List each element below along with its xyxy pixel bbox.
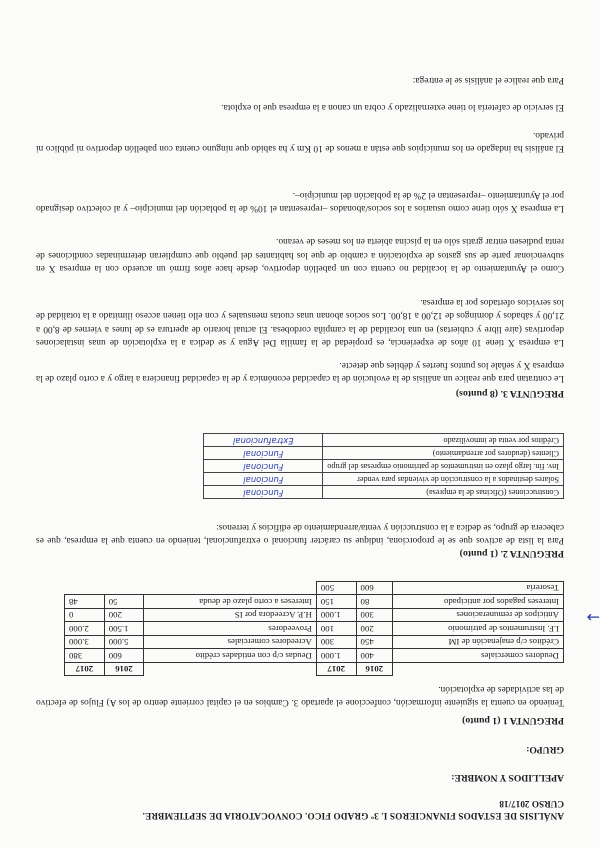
year-header: 2016 bbox=[356, 662, 393, 675]
q3-intro: Le contratan para que realice un análisis de la evolución de la capacidad económica y de la capacidad financiera a largo y a corto plazo de la empresa X y señale los puntos fuertes y débiles que detecte. bbox=[36, 359, 564, 383]
table-row: Construcciones (Oficinas de la empresa) Funcional bbox=[204, 486, 564, 499]
arrow-annotation-icon: → bbox=[586, 608, 600, 627]
exam-title: ANÁLISIS DE ESTADOS FINANCIEROS I. 3º GRADO FICO. CONVOCATORIA DE SEPTIEMBRE. bbox=[142, 811, 564, 821]
balance-table bbox=[64, 581, 564, 676]
q3-paragraph: La empresa X sólo tiene como usuarios a los socios/abonados –representan el 10% de la población del municipio– y al colectivo designado por el Ayuntamiento –representan el 2% de la población del municipio–. bbox=[36, 189, 564, 213]
table-row: Créditos por venta de inmovilizado Extrafuncional bbox=[204, 434, 564, 447]
table-row: Créditos c/p enajenación de IM 450 300 Acreedores comerciales 5.000 3.000 bbox=[65, 635, 564, 648]
q3-paragraph: Como el Ayuntamiento de la localidad no cuenta con un pabellón deportivo, desde hace años firmó un acuerdo con la empresa X en subvencionar parte de sus gastos de explotación a cambio de que los habitantes del pueblo que cumplieran determinadas condiciones de renta pudiesen entrar gratis sólo en la piscina abierta en los meses de verano. bbox=[36, 236, 564, 273]
q3-paragraph: El servicio de cafetería lo tiene externalizado y cobra un canon a la empresa que lo explota. bbox=[221, 102, 564, 112]
handwritten-answer: Funcional bbox=[204, 460, 323, 473]
q1-title: PREGUNTA 1 (1 punto) bbox=[462, 715, 564, 726]
name-label: APELLIDOS Y NOMBRE: bbox=[451, 772, 564, 783]
year-header: 2017 bbox=[65, 662, 105, 675]
year-header: 2016 bbox=[104, 662, 144, 675]
table-row: Anticipos de remuneraciones 300 1.000 H.P. Acreedora por IS 200 0 bbox=[65, 608, 564, 621]
q3-paragraph: El análisis ha indagado en los municipios que están a menos de 10 Km y ha sabido que ninguno cuenta con pabellón deportivo ni público ni privado. bbox=[36, 129, 564, 153]
q2-text: Para la lista de activos que se le proporciona, indique su carácter funcional o extrafuncional, teniendo en cuenta que la empresa, que es cabecera de grupo, se dedica a la construcción y venta/arrendamiento de edificios y terrenos: bbox=[36, 521, 564, 545]
q3-title: PREGUNTA 3. (8 puntos) bbox=[455, 388, 564, 399]
course-label: CURSO 2017/18 bbox=[499, 799, 564, 809]
group-label: GRUPO: bbox=[526, 744, 564, 755]
year-header: 2017 bbox=[316, 662, 356, 675]
table-row: Solares destinados a la construcción de viviendas para vender Funcional bbox=[204, 473, 564, 486]
table-row: Clientes (deudores por arrendamiento) Funcional bbox=[204, 447, 564, 460]
handwritten-answer: Funcional bbox=[204, 486, 323, 499]
asset-classification-table bbox=[203, 433, 564, 499]
q3-paragraph: La empresa X tiene 10 años de experiencia, es propiedad de la familia Del Agua y se dedica a la explotación de unas instalaciones deportivas (aire libre y cubiertas) en una localidad de la campiña cordobesa. El actual horario de apertura es de lunes a viernes de 8,00 a 21,00 y sábados y domingos de 12,00 a 18,00. Los socios abonan unas cuotas mensuales y con ello tienen acceso ilimitado a la totalidad de los servicios ofertados por la empresa. bbox=[36, 296, 564, 347]
q1-text: Teniendo en cuenta la siguiente información, confeccione el apartado 3. Cambios en el capital corriente dentro de los A) Flujos de efectivo de las actividades de explotación. bbox=[36, 683, 564, 707]
q2-title: PREGUNTA 2. (1 punto) bbox=[459, 548, 564, 559]
table-row: Intereses pagados por anticipado 80 150 Intereses a corto plazo de deuda 50 48 bbox=[65, 595, 564, 608]
table-row: I.F. Instrumentos de patrimonio 200 100 Proveedores 1.500 2.000 bbox=[65, 622, 564, 635]
table-row: Deudores comerciales 400 1.000 Deudas c/p con entidades crédito 600 380 bbox=[65, 649, 564, 662]
handwritten-answer: Extrafuncional bbox=[204, 434, 323, 447]
handwritten-answer: Funcional bbox=[204, 473, 323, 486]
q3-paragraph: Para que realice el análisis se le entrega: bbox=[412, 75, 564, 85]
table-header-row bbox=[65, 662, 564, 675]
handwritten-answer: Funcional bbox=[204, 447, 323, 460]
table-row: Tesorería 600 500 bbox=[65, 581, 564, 594]
table-row: Inv. fin. largo plazo en instrumentos de patrimonio empresas del grupo Funcional bbox=[204, 460, 564, 473]
